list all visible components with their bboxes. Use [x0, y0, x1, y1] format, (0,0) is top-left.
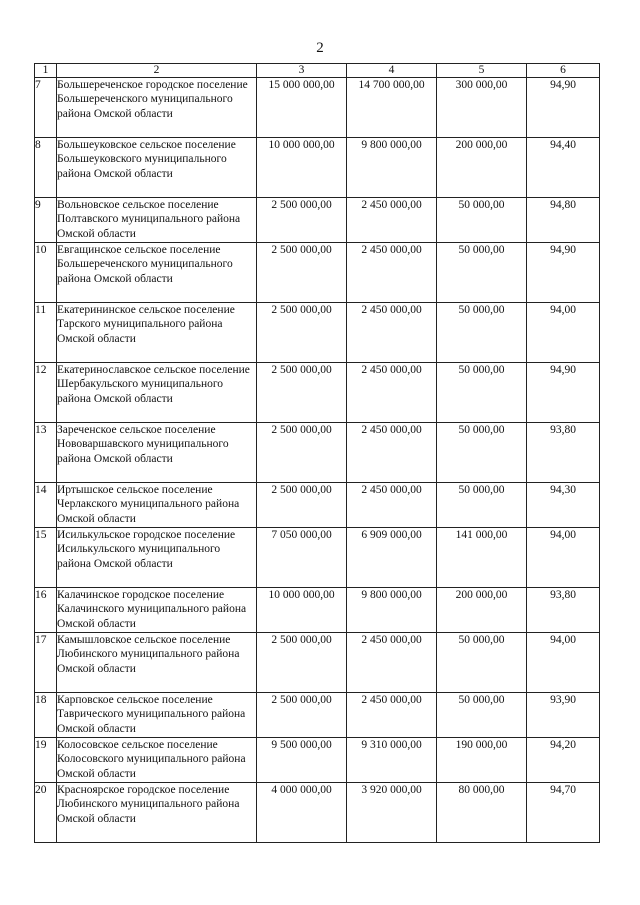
- amount-cell: 141 000,00: [437, 528, 527, 588]
- settlement-name-cell: Екатеринославское сельское поселение Шербакульского муниципального района Омской области: [57, 363, 257, 423]
- percent-cell: 94,90: [527, 243, 600, 303]
- column-header: 6: [527, 64, 600, 78]
- percent-cell: 94,30: [527, 483, 600, 528]
- amount-cell: 2 500 000,00: [257, 198, 347, 243]
- amount-cell: 2 450 000,00: [347, 693, 437, 738]
- table-row: [35, 483, 600, 528]
- row-number-cell: 8: [35, 138, 57, 198]
- settlement-name-cell: Большереченское городское поселение Большереченского муниципального района Омской области: [57, 78, 257, 138]
- row-number-cell: 9: [35, 198, 57, 243]
- amount-cell: 10 000 000,00: [257, 138, 347, 198]
- settlement-name-cell: Екатерининское сельское поселение Тарского муниципального района Омской области: [57, 303, 257, 363]
- amount-cell: 2 450 000,00: [347, 363, 437, 423]
- percent-cell: 94,00: [527, 528, 600, 588]
- column-header: 3: [257, 64, 347, 78]
- table-row: [35, 138, 600, 198]
- column-header: 4: [347, 64, 437, 78]
- amount-cell: 7 050 000,00: [257, 528, 347, 588]
- amount-cell: 2 450 000,00: [347, 198, 437, 243]
- amount-cell: 2 500 000,00: [257, 363, 347, 423]
- amount-cell: 9 800 000,00: [347, 588, 437, 633]
- table-body: [35, 78, 600, 843]
- percent-cell: 93,90: [527, 693, 600, 738]
- row-number-cell: 18: [35, 693, 57, 738]
- row-number-cell: 15: [35, 528, 57, 588]
- settlement-name-cell: Камышловское сельское поселение Любинского муниципального района Омской области: [57, 633, 257, 693]
- amount-cell: 200 000,00: [437, 138, 527, 198]
- amount-cell: 50 000,00: [437, 198, 527, 243]
- table-row: [35, 198, 600, 243]
- percent-cell: 94,80: [527, 198, 600, 243]
- percent-cell: 93,80: [527, 588, 600, 633]
- row-number-cell: 16: [35, 588, 57, 633]
- amount-cell: 9 310 000,00: [347, 738, 437, 783]
- settlement-name-cell: Карповское сельское поселение Таврического муниципального района Омской области: [57, 693, 257, 738]
- percent-cell: 94,00: [527, 303, 600, 363]
- amount-cell: 4 000 000,00: [257, 783, 347, 843]
- page-number: 2: [316, 40, 324, 56]
- amount-cell: 190 000,00: [437, 738, 527, 783]
- amount-cell: 50 000,00: [437, 633, 527, 693]
- percent-cell: 94,90: [527, 363, 600, 423]
- row-number-cell: 17: [35, 633, 57, 693]
- settlement-name-cell: Большеуковское сельское поселение Большеуковского муниципального района Омской области: [57, 138, 257, 198]
- row-number-cell: 19: [35, 738, 57, 783]
- table-row: [35, 423, 600, 483]
- column-header: 2: [57, 64, 257, 78]
- row-number-cell: 20: [35, 783, 57, 843]
- row-number-cell: 12: [35, 363, 57, 423]
- percent-cell: 94,90: [527, 78, 600, 138]
- amount-cell: 50 000,00: [437, 693, 527, 738]
- settlement-name-cell: Вольновское сельское поселение Полтавского муниципального района Омской области: [57, 198, 257, 243]
- amount-cell: 10 000 000,00: [257, 588, 347, 633]
- percent-cell: 94,20: [527, 738, 600, 783]
- row-number-cell: 10: [35, 243, 57, 303]
- amount-cell: 50 000,00: [437, 243, 527, 303]
- table-row: [35, 588, 600, 633]
- settlement-name-cell: Красноярское городское поселение Любинского муниципального района Омской области: [57, 783, 257, 843]
- table-header-row: [35, 64, 600, 78]
- percent-cell: 94,40: [527, 138, 600, 198]
- data-table: [34, 63, 600, 843]
- settlement-name-cell: Исилькульское городское поселение Исилькульского муниципального района Омской области: [57, 528, 257, 588]
- amount-cell: 9 500 000,00: [257, 738, 347, 783]
- amount-cell: 80 000,00: [437, 783, 527, 843]
- amount-cell: 2 450 000,00: [347, 423, 437, 483]
- amount-cell: 50 000,00: [437, 483, 527, 528]
- table-row: [35, 363, 600, 423]
- amount-cell: 2 450 000,00: [347, 303, 437, 363]
- percent-cell: 94,70: [527, 783, 600, 843]
- settlement-name-cell: Колосовское сельское поселение Колосовского муниципального района Омской области: [57, 738, 257, 783]
- amount-cell: 2 500 000,00: [257, 243, 347, 303]
- row-number-cell: 11: [35, 303, 57, 363]
- amount-cell: 50 000,00: [437, 303, 527, 363]
- table-row: [35, 78, 600, 138]
- table-row: [35, 738, 600, 783]
- amount-cell: 200 000,00: [437, 588, 527, 633]
- table-row: [35, 633, 600, 693]
- row-number-cell: 14: [35, 483, 57, 528]
- amount-cell: 300 000,00: [437, 78, 527, 138]
- settlement-name-cell: Зареченское сельское поселение Нововаршавского муниципального района Омской области: [57, 423, 257, 483]
- percent-cell: 94,00: [527, 633, 600, 693]
- amount-cell: 50 000,00: [437, 423, 527, 483]
- amount-cell: 3 920 000,00: [347, 783, 437, 843]
- table-row: [35, 303, 600, 363]
- amount-cell: 50 000,00: [437, 363, 527, 423]
- settlement-name-cell: Евгащинское сельское поселение Большереченского муниципального района Омской области: [57, 243, 257, 303]
- amount-cell: 15 000 000,00: [257, 78, 347, 138]
- settlement-name-cell: Иртышское сельское поселение Черлакского муниципального района Омской области: [57, 483, 257, 528]
- column-header: 5: [437, 64, 527, 78]
- percent-cell: 93,80: [527, 423, 600, 483]
- amount-cell: 2 450 000,00: [347, 483, 437, 528]
- amount-cell: 14 700 000,00: [347, 78, 437, 138]
- amount-cell: 6 909 000,00: [347, 528, 437, 588]
- row-number-cell: 7: [35, 78, 57, 138]
- table-row: [35, 783, 600, 843]
- amount-cell: 2 500 000,00: [257, 423, 347, 483]
- table-row: [35, 693, 600, 738]
- amount-cell: 2 500 000,00: [257, 693, 347, 738]
- row-number-cell: 13: [35, 423, 57, 483]
- column-header: 1: [35, 64, 57, 78]
- amount-cell: 2 500 000,00: [257, 483, 347, 528]
- settlement-name-cell: Калачинское городское поселение Калачинского муниципального района Омской области: [57, 588, 257, 633]
- amount-cell: 2 500 000,00: [257, 303, 347, 363]
- amount-cell: 2 450 000,00: [347, 243, 437, 303]
- amount-cell: 2 500 000,00: [257, 633, 347, 693]
- table-row: [35, 243, 600, 303]
- table-row: [35, 528, 600, 588]
- amount-cell: 2 450 000,00: [347, 633, 437, 693]
- amount-cell: 9 800 000,00: [347, 138, 437, 198]
